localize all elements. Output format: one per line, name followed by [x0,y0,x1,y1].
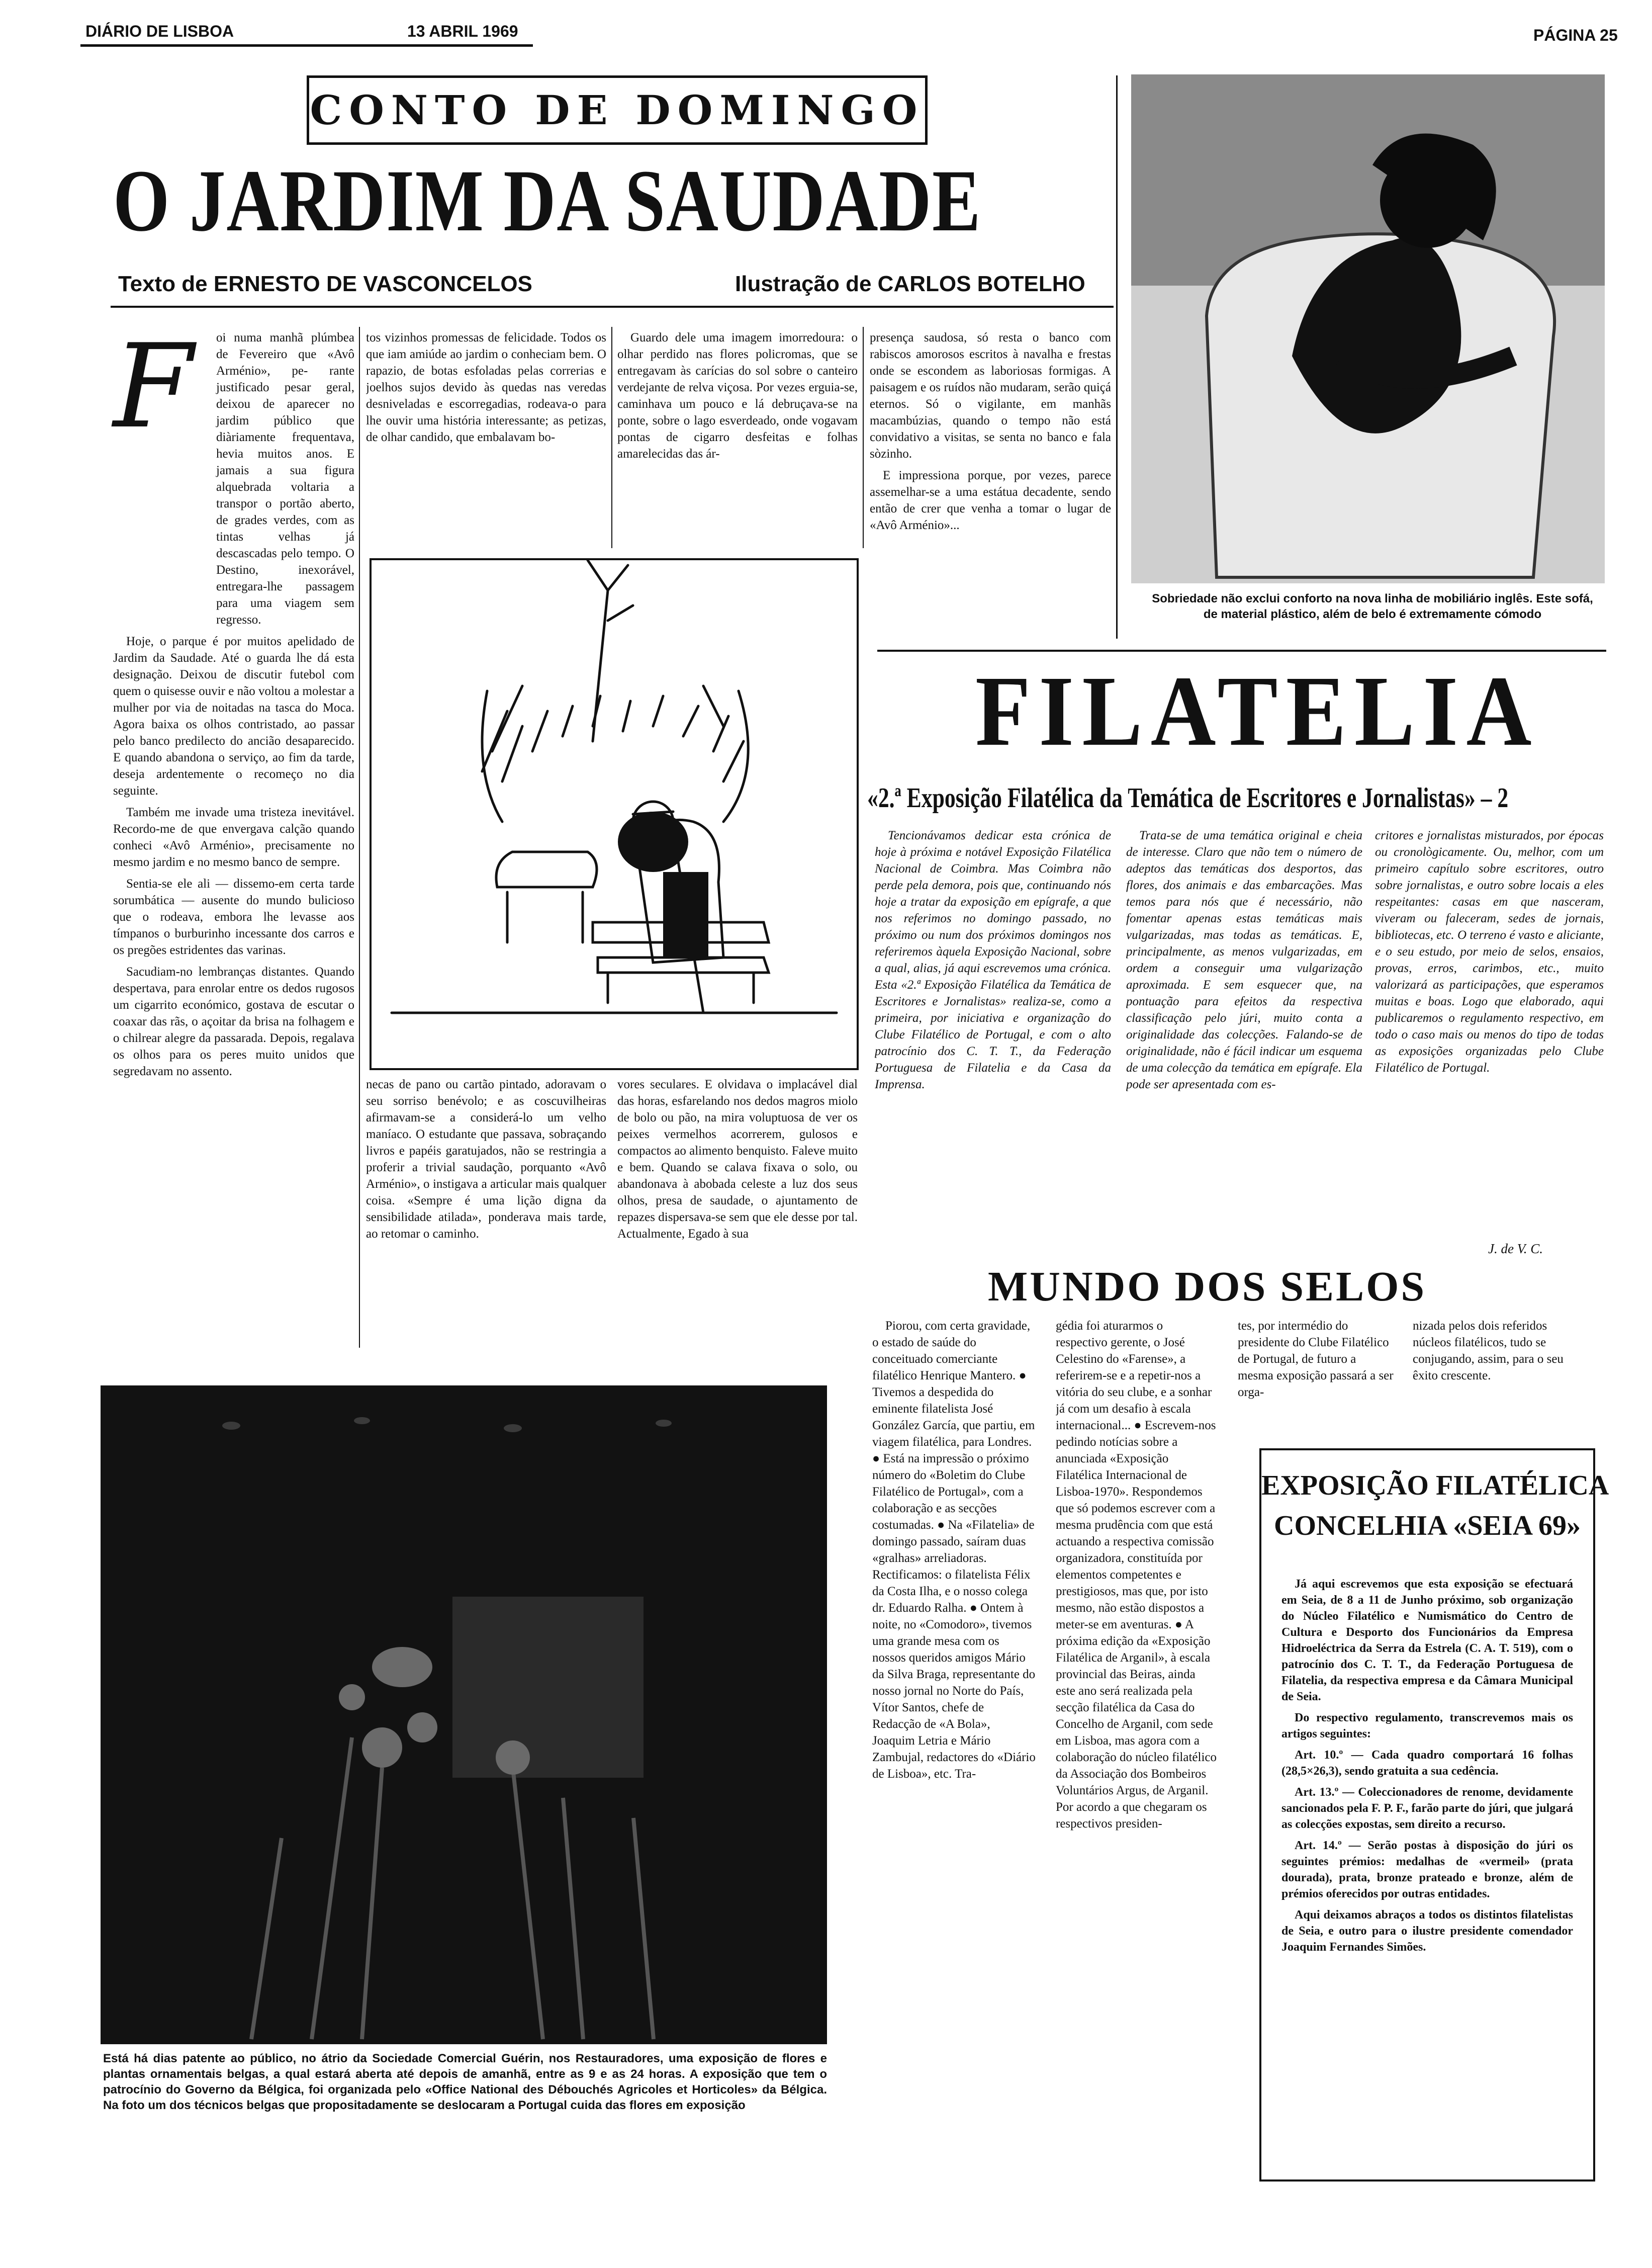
filatelia-paragraph: Tencionávamos dedicar esta crónica de hoje à próxima e notável Exposição Filatélica Nacional de Coimbra. Mas Coimbra não perde pela demora, pois que, continuando nós hoje a tratar da exposição em epígrafe, a que nos referimos no domingo passado, no próximo ou num dos próximos domingos nos referiremos àquela Exposição Nacional, sobre a qual, alias, já aqui escrevemos uma crónica. Esta «2.ª Exposição Filatélica da Temática de Escritores e Jornalistas» realiza-se, como a primeira, por iniciativa e organização do Clube Filatélico de Portugal, e com o alto patrocínio dos C. T. T., da Federação Portuguesa de Filatelia e da Casa da Imprensa. [875,829,1111,1091]
flowers-photo-image [101,1385,827,2044]
story-byline-text: Texto de ERNESTO DE VASCONCELOS [118,272,532,296]
filatelia-column-2 [1126,827,1362,1245]
drop-cap: F [113,320,194,454]
issue-date: 13 ABRIL 1969 [407,22,518,40]
story-illustration [370,558,859,1070]
column-rule [863,327,864,548]
story-paragraph: Guardo dele uma imagem imorredoura: o olhar perdido nas flores policromas, que se entregavam às carícias do sol sobre o canteiro verdejante de relva viçosa. Por vezes erguia-se, caminhava um pouco e lá debruçava-se na ponte, sobre o lago esverdeado, onde vogavam pontas de cigarro desfeitas e folhas amarelecidas das ár- [617,331,858,461]
seia-title-line-2: CONCELHIA «SEIA 69» [1274,1510,1581,1541]
selos-paragraph: nizada pelos dois referidos núcleos filatélicos, tudo se conjugando, assim, para o seu êxito crescente. [1413,1319,1564,1382]
story-column-1 [113,320,354,1350]
selos-title: MUNDO DOS SELOS [988,1263,1427,1310]
story-paragraph: Hoje, o parque é por muitos apelidado de Jardim da Saudade. Até o guarda lhe dá esta designação. Deixou de discutir futebol com quem o quisesse ouvir e não voltou a molestar a mulher por via de noitadas na tasca do Moca. Agora baixa os olhos contristado, ao passar pelo banco predilecto do ancião desaparecido. E quando abandona o serviço, ao fim da tarde, deseja ardentemente o recomeço no dia seguinte. [113,635,354,798]
flowers-photo-caption: Está há dias patente ao público, no átrio da Sociedade Comercial Guérin, nos Restauradores, uma exposição de flores e plantas ornamentais belgas, a qual estará aberta até depois de amanhã, entre as 9 e as 24 horas. A exposição que tem o patrocínio do Governo da Bélgica, foi organizada pelo «Office National des Débouchés Agricoles et Horticoles» da Bélgica. Na foto um dos técnicos belgas que propositadamente se deslocaram a Portugal cuida das flores em exposição [103,2052,827,2112]
seia-title-line-1: EXPOSIÇÃO FILATÉLICA [1261,1470,1609,1501]
column-rule [1116,75,1118,639]
column-rule [359,327,360,1348]
byline-rule [111,306,1114,308]
story-column-2-top [366,329,606,541]
header-rule [80,44,533,47]
filatelia-column-1 [875,827,1111,1245]
story-paragraph: necas de pano ou cartão pintado, adoravam o seu sorriso benévolo; e as coscuvilheiras afirmavam-se a considerá-lo um velho maníaco. O estudante que passava, sobraçando livros e papéis garatujados, não se restringia a proferir a trivial saudação, porquanto «Avô Arménio», o instigava a articular mais qualquer coisa. «Sempre é uma lição digna da sensibilidade atilada», ponderava mais tarde, ao retomar o caminho. [366,1078,606,1241]
story-column-3-top [617,329,858,541]
story-paragraph: presença saudosa, só resta o banco com rabiscos amorosos escritos à navalha e frestas onde se escondem as laboriosas formigas. A paisagem e os ruídos não mudaram, serão quiçá eternos. Só o vigilante, em manhãs macambúzias, quando o tempo não está convidativo a visitas, se senta no banco e fala sòzinho. [870,331,1111,461]
filatelia-column-3 [1375,827,1604,1230]
story-paragraph: Sentia-se ele ali — dissemo-em certa tarde sorumbática — ausente do mundo bulicioso que o rodeava, embora lhe levasse aos tímpanos o burburinho incessante dos carros e os pregões estridentes das varinas. [113,877,354,957]
seia-body [1281,1576,1573,2169]
column-rule [611,327,612,548]
story-paragraph: tos vizinhos promessas de felicidade. Todos os que iam amiúde ao jardim o conheciam bem. O rapazio, de botas esfoladas pelas correrias e joelhos sujos devido às quedas nas veredas desniveladas e escorregadias, rodeava-o para lhe ouvir uma história interessante; as petizas, de olhar candido, que embalavam bo- [366,331,606,444]
selos-column-1 [872,1318,1036,2183]
seia-paragraph: Aqui deixamos abraços a todos os distintos filatelistas de Seia, e outro para o ilustre presidente comendador Joaquim Fernandes Simões. [1281,1908,1573,1954]
section-rule [877,650,1606,652]
seia-paragraph: Do respectivo regulamento, transcrevemos mais os artigos seguintes: [1281,1711,1573,1740]
selos-paragraph: Piorou, com certa gravidade, o estado de saúde do conceituado comerciante filatélico Henrique Mantero. ● Tivemos a despedida do eminente filatelista José González García, que partiu, em viagem filatélica, para Londres. ● Está na impressão o próximo número do «Boletim do Clube Filatélico de Portugal», com a colaboração e as secções costumadas. ● Na «Filatelia» de domingo passado, saíram duas «gralhas» arreliadoras. Rectificamos: o filatelista Félix da Costa Ilha, e o nosso colega dr. Eduardo Ralha. ● Ontem à noite, no «Comodoro», tivemos uma grande mesa com os nossos queridos amigos Mário da Silva Braga, representante do nosso jornal no Norte do País, Vítor Santos, chefe de Redacção de «A Bola», Joaquim Letria e Mário Zambujal, redactores do «Diário de Lisboa», etc. Tra- [872,1319,1036,1781]
seia-paragraph: Já aqui escrevemos que esta exposição se efectuará em Seia, de 8 a 11 de Junho próximo, sob organização do Núcleo Filatélico e Numismático do Centro de Cultura e Desporto dos Funcionários da Empresa Hidroeléctrica da Serra da Estrela (C. A. T. 519), com o patrocínio dos C. T. T., da Federação Portuguesa de Filatelia, da respectiva empresa e da Câmara Municipal de Seia. [1281,1578,1573,1703]
selos-paragraph: gédia foi aturarmos o respectivo gerente, o José Celestino do «Farense», a referirem-se e a repetir-nos a vitória do seu clube, e a sonhar já com um desafio à escala internacional... ● Escrevem-nos pedindo notícias sobre a anunciada «Exposição Filatélica Internacional de Lisboa-1970». Respondemos que só podemos escrever com a mesma prudência com que está actuando a respectiva comissão organizadora, constituída por elementos competentes e prestigiosos, mas que, por isto mesmo, não estão dispostos a meter-se em aventuras. ● A próxima edição da «Exposição Filatélica de Arganil», à escala provincial das Beiras, ainda este ano será realizada pela secção filatélica da Casa do Concelho de Arganil, com sede em Lisboa, mas agora com a colaboração do núcleo filatélico da Associação dos Bombeiros Voluntários Argus, de Arganil. Por acordo a que chegaram os respectivos presiden- [1056,1319,1217,1830]
sofa-photo-caption: Sobriedade não exclui conforto na nova linha de mobiliário inglês. Este sofá, de material plástico, além de belo é extremamente cómodo [1152,592,1593,621]
seia-paragraph: Art. 13.º — Coleccionadores de renome, devidamente sancionados pela F. P. F., farão parte do júri, que julgará as colecções expostas, sem direito a recurso. [1281,1786,1573,1831]
filatelia-signature: J. de V. C. [1488,1241,1543,1256]
selos-column-2 [1056,1318,1217,2183]
story-kicker: CONTO DE DOMINGO [307,75,928,145]
story-byline-illustration: Ilustração de CARLOS BOTELHO [735,272,1085,296]
selos-column-4 [1413,1318,1569,1418]
story-paragraph: Também me invade uma tristeza inevitável. Recordo-me de que envergava calção quando conheci «Avô Arménio», precisamente no mesmo jardim e no mesmo banco de sempre. [113,806,354,869]
story-title: O JARDIM DA SAUDADE [113,152,981,250]
filatelia-title: FILATELIA [975,656,1540,767]
story-paragraph: Sacudiam-no lembranças distantes. Quando despertava, para enrolar entre os dedos rugosos um cigarrito económico, gostava de escutar o coaxar das rãs, o açoitar da brisa na folhagem e o chilrear alegre da passarada. Depois, regalava os olhos para os peres muito unidos que segredavam no assento. [113,965,354,1078]
sofa-photo [1131,74,1605,583]
selos-column-3 [1238,1318,1394,1418]
sofa-photo-image [1131,74,1605,583]
flowers-photo [101,1385,827,2044]
story-paragraph: vores seculares. E olvidava o implacável dial das horas, esfarelando nos dedos magros miolo de bolo ou pão, na mira voluptuosa de ver os peixes vermelhos acorrerem, gulosos e compactos ao alimento benquisto. Faleve muito e bem. Quando se calava fixava o solo, ou abandonava à abobada celeste a luz dos seus olhos, presa de saudade, o ajuntamento de repazes dispersava-se sem que ele desse por tal. Actualmente, Egado à sua [617,1078,858,1241]
page-number: PÁGINA 25 [1533,26,1618,44]
filatelia-paragraph: Trata-se de uma temática original e cheia de interesse. Claro que não tem o número de adeptos das temáticas dos desportos, das flores, dos animais e das embarcações. Mas temos para nós que é necessário, não fomentar apenas estas temáticas mais vulgarizadas, mas todas as temáticas. E, principalmente, as menos vulgarizadas, em ordem a conseguir uma vulgarização aproximada. E sem esquecer que, na pontuação para efeitos da respectiva classificação pelo júri, muito conta a originalidade das colecções. Falando-se de originalidade, não é fácil indicar um esquema de uma colecção da temática em epígrafe. Ela pode ser apresentada com es- [1126,829,1362,1091]
park-bench-illustration [372,560,857,1068]
seia-box [1259,1448,1609,2182]
story-column-2-bottom [366,1076,606,1348]
story-paragraph: E impressiona porque, por vezes, parece assemelhar-se a uma estátua decadente, sendo então de crer que venha a tomar o lugar de «Avô Arménio»... [870,469,1111,532]
story-intro-paragraph: oi numa manhã plúmbea de Fevereiro que «Avô Arménio», pe- rante justificado pesar geral, deixou de aparecer no jardim público que diàriamente frequentava, hevia muitos anos. E jamais a sua figura alquebrada voltaria a transpor o portão aberto, de grades verdes, com as tintas velhas já descascadas pelo tempo. O Destino, inexorável, entregara-lhe passagem para uma viagem sem regresso. [216,331,354,627]
filatelia-paragraph: critores e jornalistas misturados, por épocas ou cronològicamente. Ou, melhor, com um primeiro capítulo sobre escritores, outro sobre jornalistas, e outro sobre locais a eles respeitantes: casas em que nasceram, viveram ou faleceram, sedes de jornais, bibliotecas, etc. O terreno é vasto e aliciante, e o seu estudo, por meio de selos, ensaios, provas, erros, carimbos, etc., muito valorizará as participações, que esperamos muitas e boas. Logo que elaborado, aqui publicaremos o regulamento respectivo, em todo o caso mais ou menos do tipo de todas as exposições organizadas pelo Clube Filatélico de Portugal. [1375,829,1604,1075]
story-column-4 [870,329,1111,641]
selos-paragraph: tes, por intermédio do presidente do Clube Filatélico de Portugal, de futuro a mesma exposição passará a ser orga- [1238,1319,1394,1399]
seia-paragraph: Art. 14.º — Serão postas à disposição do júri os seguintes prémios: medalhas de «vermeil» (prata dourada), prata, bronze prateado e bronze, além de prémios oferecidos por outras entidades. [1281,1839,1573,1900]
newspaper-name: DIÁRIO DE LISBOA [85,22,234,40]
filatelia-subtitle: «2.ª Exposição Filatélica da Temática de Escritores e Jornalistas» – 2 [867,782,1509,814]
story-column-3-bottom [617,1076,858,1348]
seia-paragraph: Art. 10.º — Cada quadro comportará 16 folhas (28,5×26,3), sendo gratuita a sua cedência. [1281,1749,1573,1778]
